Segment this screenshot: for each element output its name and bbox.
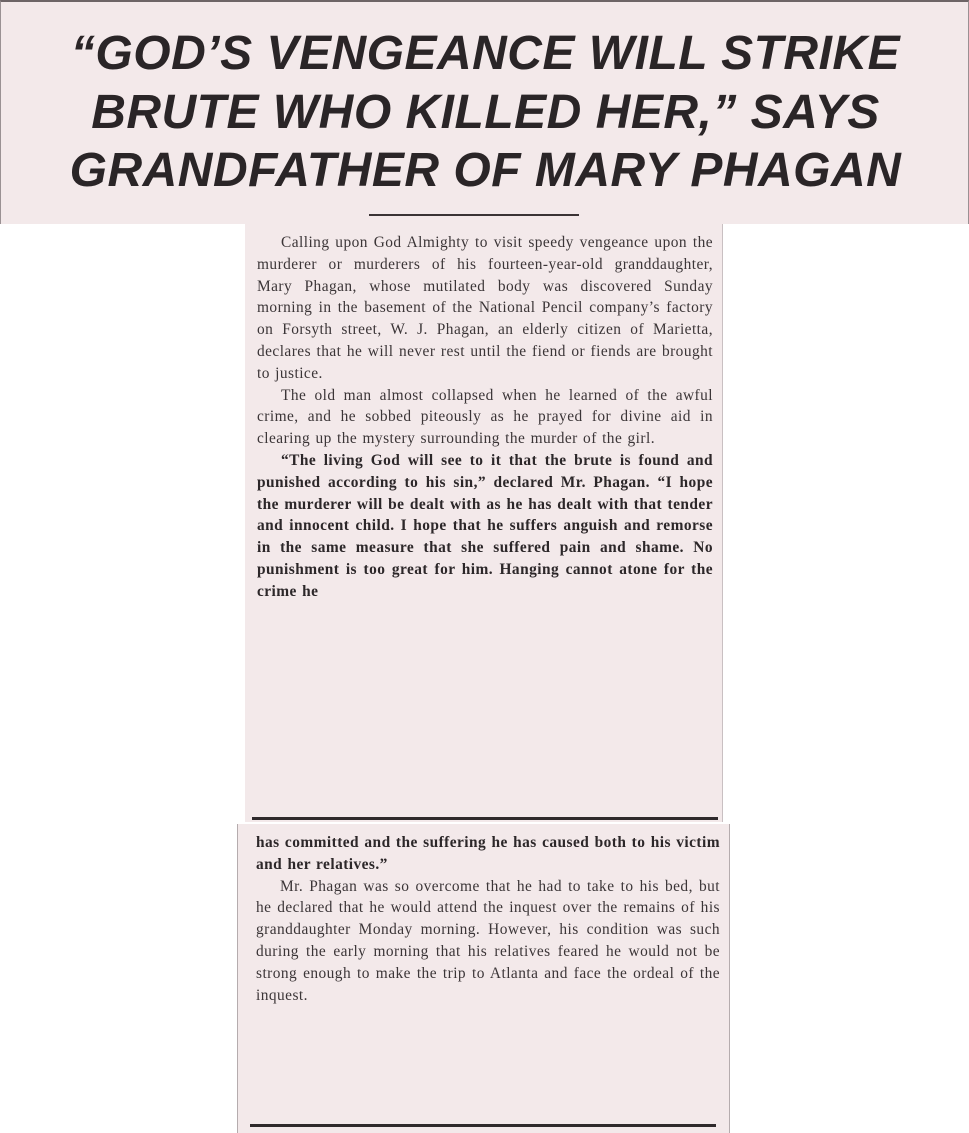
article-paragraph-1: Calling upon God Almighty to visit speedy vengeance upon the murderer or murderers of his fourteen-year-old granddaughter, Mary Phagan, whose mutilated body was discovered Sunday morning in the basement of the National Pencil company’s factory on Forsyth street, W. J. Phagan, an elderly citizen of Marietta, declares that he will never rest until the fiend or fiends are brought to justice. [257,234,713,382]
column-cut-rule-bottom [250,1124,716,1127]
article-paragraph-4: Mr. Phagan was so overcome that he had to take to his bed, but he declared that he would attend the inquest over the remains of his granddaughter Monday morning. However, his condition was such during the early morning that his relatives feared he would not be strong enough to make the trip to Atlanta and face the ordeal of the inquest. [256,877,720,1004]
headline-divider-rule [369,214,579,216]
headline-line-3: GRANDFATHER OF MARY PHAGAN [69,144,902,197]
article-column-top [245,224,723,822]
headline-line-2: BRUTE WHO KILLED HER,” SAYS [91,86,880,139]
article-paragraph-3: “The living God will see to it that the brute is found and punished according to his sin,” declared Mr. Phagan. “I hope the murderer will be dealt with as he has dealt with that tender and innocent child. I hope that he suffers anguish and remorse in the same measure that she suffered pain and shame. No punishment is too great for him. Hanging cannot atone for the crime he [257,451,713,600]
headline-clipping [0,0,969,224]
article-paragraph-3-continued: has committed and the suffering he has caused both to his victim and her relatives.” [256,834,720,873]
column-cut-rule-top [252,817,718,820]
article-text-bottom [256,832,720,1006]
article-paragraph-2: The old man almost collapsed when he learned of the awful crime, and he sobbed piteously as he prayed for divine aid in clearing up the mystery surrounding the murder of the girl. [257,386,713,448]
headline-line-1: “GOD’S VENGEANCE WILL STRIKE [70,27,901,80]
article-text-top [257,232,713,603]
article-column-bottom [237,824,730,1133]
